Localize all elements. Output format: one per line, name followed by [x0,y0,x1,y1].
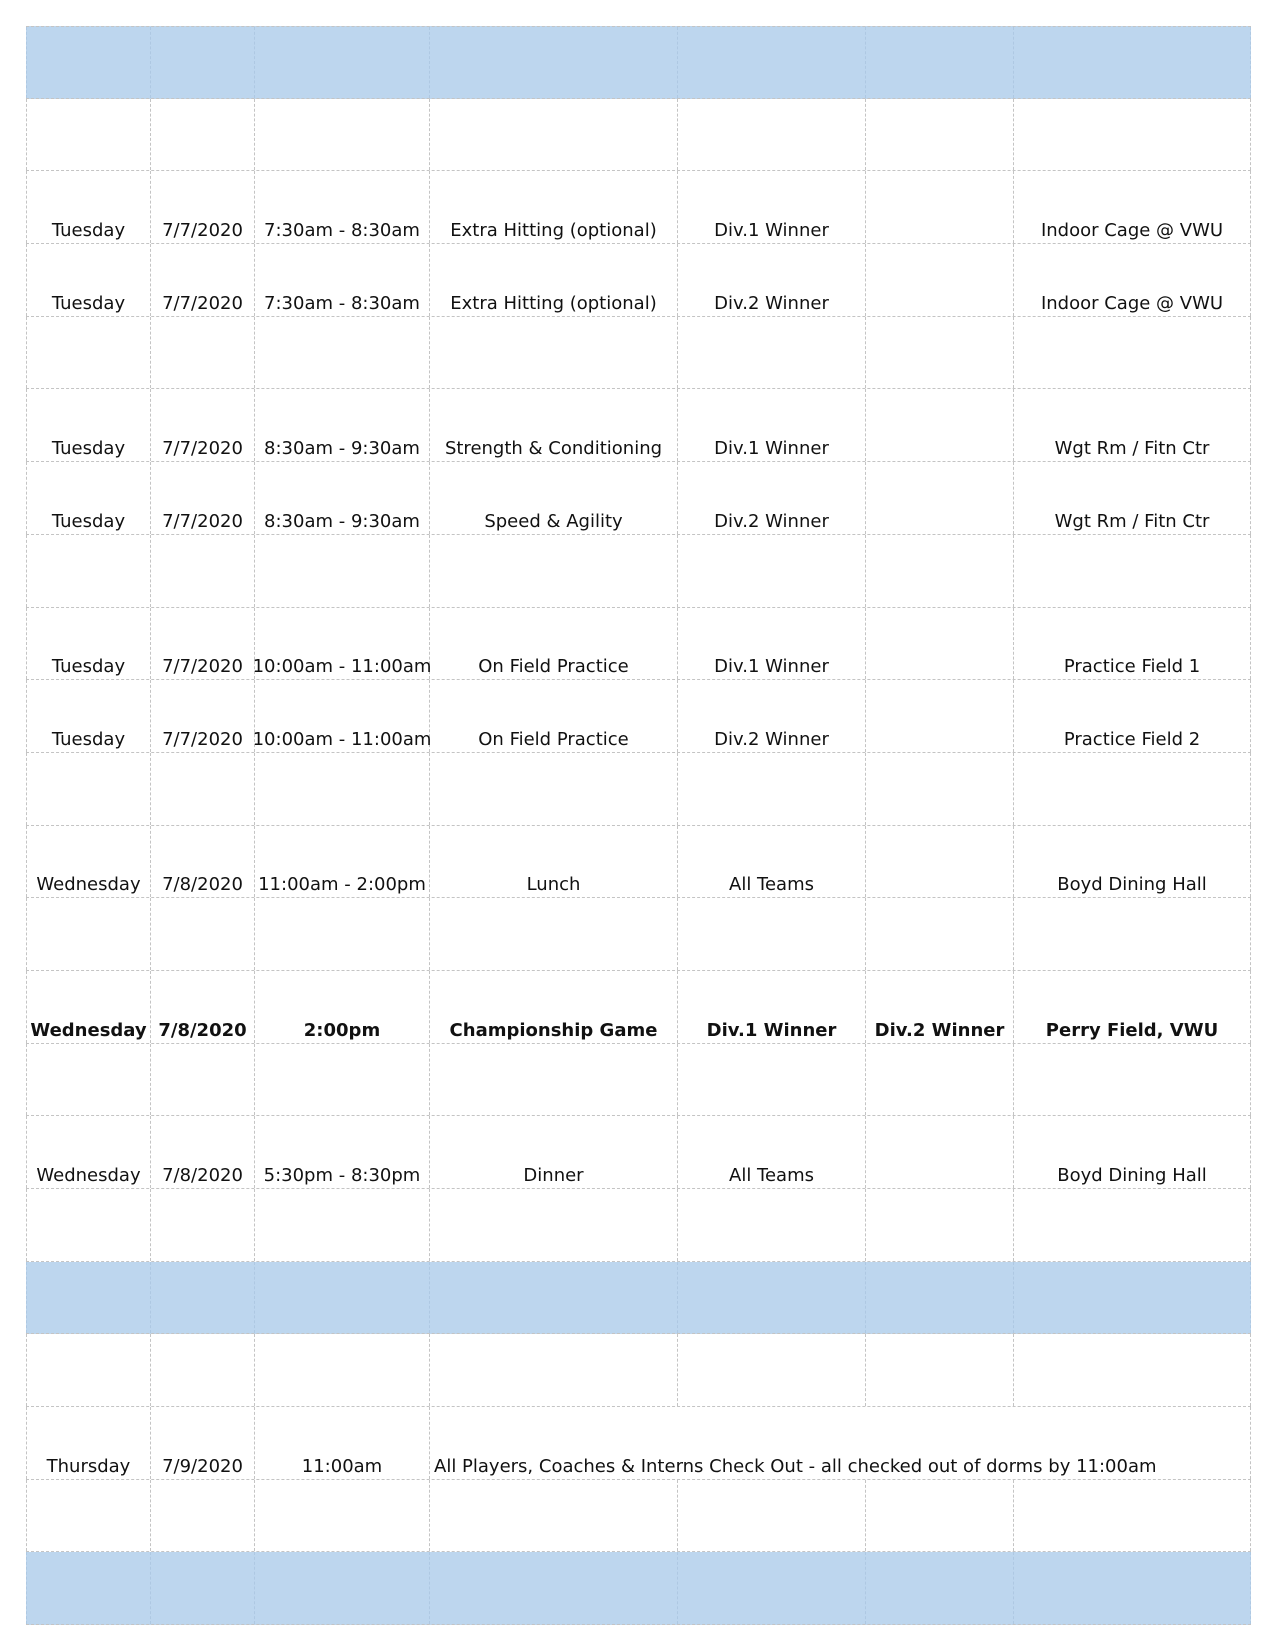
day-cell: Wednesday [26,971,151,1043]
blank-row [26,898,1251,971]
time-cell: 10:00am - 11:00am [255,680,430,752]
team2-cell: Div.2 Winner [866,971,1014,1043]
location-cell: Indoor Cage @ VWU [1014,244,1251,316]
event-cell: On Field Practice [430,608,678,680]
location-cell: Perry Field, VWU [1014,971,1251,1043]
event-cell: Dinner [430,1116,678,1188]
time-cell: 10:00am - 11:00am [255,608,430,680]
schedule-row [26,608,1251,681]
schedule-row [26,389,1251,462]
footer-band [26,1552,1251,1625]
time-cell: 7:30am - 8:30am [255,244,430,316]
event-cell: Speed & Agility [430,462,678,534]
day-cell: Wednesday [26,1116,151,1188]
schedule-row [26,680,1251,753]
team2-cell [866,389,1014,461]
team2-cell [866,608,1014,680]
location-cell: Indoor Cage @ VWU [1014,171,1251,243]
blank-row [26,99,1251,172]
date-cell: 7/7/2020 [151,608,255,680]
team1-cell: Div.1 Winner [678,171,866,243]
team1-cell: All Teams [678,826,866,898]
day-cell: Tuesday [26,244,151,316]
team2-cell [866,680,1014,752]
team1-cell: Div.1 Winner [678,608,866,680]
checkout-note: All Players, Coaches & Interns Check Out - all checked out of dorms by 11:00am [430,1407,1251,1479]
header-band [26,26,1251,99]
location-cell: Practice Field 2 [1014,680,1251,752]
date-cell: 7/7/2020 [151,244,255,316]
event-cell: Extra Hitting (optional) [430,244,678,316]
time-cell: 8:30am - 9:30am [255,462,430,534]
schedule-row [26,462,1251,535]
time-cell: 5:30pm - 8:30pm [255,1116,430,1188]
separator-band [26,1262,1251,1335]
blank-row [26,1189,1251,1262]
day-cell: Tuesday [26,389,151,461]
team2-cell [866,462,1014,534]
championship-row [26,971,1251,1044]
schedule-row [26,171,1251,244]
event-cell: On Field Practice [430,680,678,752]
date-cell: 7/9/2020 [151,1407,255,1479]
team1-cell: All Teams [678,1116,866,1188]
team1-cell: Div.2 Winner [678,462,866,534]
team1-cell: Div.1 Winner [678,389,866,461]
schedule-row [26,1116,1251,1189]
date-cell: 7/8/2020 [151,971,255,1043]
team2-cell [866,1116,1014,1188]
day-cell: Tuesday [26,608,151,680]
day-cell: Tuesday [26,171,151,243]
date-cell: 7/7/2020 [151,462,255,534]
blank-row [26,753,1251,826]
day-cell: Tuesday [26,680,151,752]
team1-cell: Div.2 Winner [678,680,866,752]
event-cell: Strength & Conditioning [430,389,678,461]
blank-row [26,535,1251,608]
time-cell: 7:30am - 8:30am [255,171,430,243]
blank-row [26,1480,1251,1553]
date-cell: 7/7/2020 [151,171,255,243]
schedule-row [26,826,1251,899]
event-cell: Championship Game [430,971,678,1043]
team1-cell: Div.1 Winner [678,971,866,1043]
day-cell: Tuesday [26,462,151,534]
location-cell: Practice Field 1 [1014,608,1251,680]
date-cell: 7/8/2020 [151,826,255,898]
day-cell: Thursday [26,1407,151,1479]
team2-cell [866,826,1014,898]
time-cell: 11:00am - 2:00pm [255,826,430,898]
time-cell: 11:00am [255,1407,430,1479]
team1-cell: Div.2 Winner [678,244,866,316]
event-cell: Extra Hitting (optional) [430,171,678,243]
date-cell: 7/7/2020 [151,680,255,752]
team2-cell [866,171,1014,243]
location-cell: Wgt Rm / Fitn Ctr [1014,462,1251,534]
team2-cell [866,244,1014,316]
location-cell: Boyd Dining Hall [1014,1116,1251,1188]
time-cell: 2:00pm [255,971,430,1043]
blank-row [26,1044,1251,1117]
date-cell: 7/7/2020 [151,389,255,461]
blank-row [26,317,1251,390]
checkout-row [26,1407,1251,1480]
schedule-table [26,26,1251,1625]
date-cell: 7/8/2020 [151,1116,255,1188]
event-cell: Lunch [430,826,678,898]
location-cell: Boyd Dining Hall [1014,826,1251,898]
blank-row [26,1334,1251,1407]
day-cell: Wednesday [26,826,151,898]
time-cell: 8:30am - 9:30am [255,389,430,461]
schedule-row [26,244,1251,317]
location-cell: Wgt Rm / Fitn Ctr [1014,389,1251,461]
